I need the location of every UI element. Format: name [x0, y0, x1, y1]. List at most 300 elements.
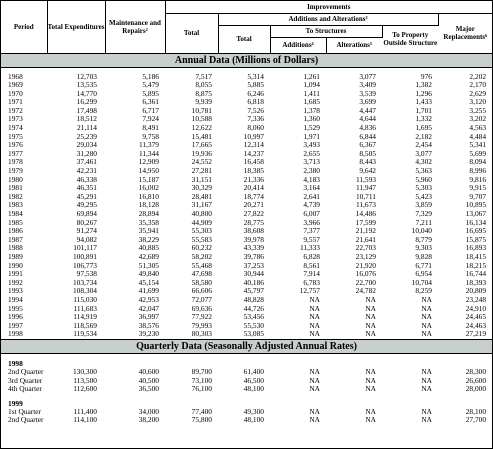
row-value-cell: 3,120: [469, 97, 487, 107]
row-value-cell: 12,909: [138, 157, 159, 167]
row-value-cell: 8,443: [359, 157, 376, 167]
row-value-cell: 37,461: [76, 157, 97, 167]
row-value-cell: 3,493: [303, 140, 320, 150]
row-value-cell: 44,726: [243, 303, 264, 313]
row-period-cell: 1977: [8, 148, 23, 158]
row-value-cell: 40,186: [243, 277, 264, 287]
row-value-cell: 12,703: [76, 71, 97, 81]
row-period-cell: 1993: [8, 286, 23, 296]
row-value-cell: 4,484: [469, 131, 487, 141]
row-value-cell: 2,454: [415, 140, 432, 150]
header-maintenance-repairs: Maintenance and Repairs²: [105, 1, 165, 53]
table-row: [1, 330, 492, 339]
row-value-cell: 16,076: [355, 269, 376, 279]
row-value-cell: 1,685: [303, 97, 320, 107]
row-value-cell: 100,891: [72, 251, 97, 261]
row-value-cell: 8,875: [195, 88, 212, 98]
row-value-cell: 2,170: [469, 80, 487, 90]
row-value-cell: 45,291: [76, 191, 97, 201]
row-value-cell: NA: [309, 375, 320, 385]
row-value-cell: 75,800: [191, 415, 212, 425]
row-value-cell: 5,699: [469, 148, 487, 158]
row-value-cell: 5,895: [142, 88, 159, 98]
row-period-cell: 1970: [8, 88, 23, 98]
row-value-cell: 112,600: [73, 384, 97, 394]
annual-data-body: [1, 53, 492, 339]
row-period-cell: 1982: [8, 191, 23, 201]
quarterly-year-label: 1998: [8, 358, 23, 368]
row-value-cell: 39,978: [243, 234, 264, 244]
row-value-cell: 7,517: [195, 71, 212, 81]
row-period-cell: 1975: [8, 131, 23, 141]
row-value-cell: 27,219: [465, 329, 487, 339]
row-value-cell: 42,689: [138, 251, 159, 261]
row-value-cell: 18,393: [465, 277, 487, 287]
row-value-cell: 6,954: [415, 269, 432, 279]
table-row: [1, 416, 492, 425]
row-value-cell: 41,699: [138, 286, 159, 296]
row-value-cell: NA: [365, 303, 376, 313]
row-value-cell: 28,894: [138, 209, 159, 218]
row-value-cell: 7,329: [415, 209, 432, 218]
row-value-cell: 9,557: [303, 234, 320, 244]
row-value-cell: 8,094: [469, 157, 487, 167]
row-value-cell: 114,919: [73, 312, 97, 322]
row-value-cell: 46,351: [76, 183, 97, 193]
row-value-cell: NA: [421, 303, 432, 313]
row-value-cell: 47,698: [191, 269, 212, 279]
row-value-cell: 18,128: [138, 200, 159, 210]
row-value-cell: 13,535: [76, 80, 97, 90]
row-value-cell: 114,100: [73, 415, 97, 425]
row-value-cell: 8,779: [415, 234, 432, 244]
row-value-cell: 49,840: [138, 269, 159, 279]
row-value-cell: 20,809: [465, 286, 487, 296]
row-value-cell: NA: [421, 375, 432, 385]
row-value-cell: 2,629: [469, 88, 487, 98]
row-value-cell: 66,606: [191, 286, 212, 296]
row-value-cell: 9,707: [469, 191, 487, 201]
row-value-cell: 6,844: [359, 131, 376, 141]
row-value-cell: 38,229: [138, 234, 159, 244]
row-value-cell: 4,183: [303, 174, 320, 184]
row-value-cell: NA: [309, 329, 320, 339]
row-value-cell: 60,232: [191, 243, 212, 253]
row-value-cell: 8,561: [303, 260, 320, 270]
row-value-cell: 111,400: [73, 406, 97, 416]
row-value-cell: 9,642: [359, 166, 376, 176]
row-value-cell: 46,500: [243, 375, 264, 385]
row-value-cell: 3,539: [359, 88, 376, 98]
row-value-cell: 8,505: [359, 148, 376, 158]
row-value-cell: 97,538: [76, 269, 97, 279]
row-value-cell: NA: [365, 415, 376, 425]
row-value-cell: NA: [421, 312, 432, 322]
row-period-cell: 4th Quarter: [8, 384, 42, 394]
row-value-cell: 6,246: [247, 88, 264, 98]
row-value-cell: 55,583: [191, 234, 212, 244]
row-period-cell: 1987: [8, 234, 23, 244]
row-value-cell: 36,997: [138, 312, 159, 322]
row-value-cell: 12,314: [243, 140, 264, 150]
row-value-cell: 22,703: [355, 243, 376, 253]
row-value-cell: 14,237: [243, 148, 264, 158]
row-value-cell: 27,822: [243, 209, 264, 218]
row-period-cell: 1989: [8, 251, 23, 261]
row-period-cell: 1980: [8, 174, 23, 184]
row-value-cell: 11,379: [138, 140, 159, 150]
row-value-cell: 40,885: [138, 243, 159, 253]
row-value-cell: 4,302: [415, 157, 432, 167]
row-value-cell: 2,655: [303, 148, 320, 158]
row-value-cell: 3,859: [415, 200, 432, 210]
row-period-cell: 1994: [8, 294, 23, 304]
row-value-cell: 17,665: [191, 140, 212, 150]
row-value-cell: 3,255: [469, 105, 487, 115]
row-period-cell: 1973: [8, 114, 23, 124]
row-value-cell: NA: [309, 366, 320, 376]
row-value-cell: 16,134: [465, 217, 487, 227]
row-value-cell: 2,380: [303, 166, 320, 176]
row-value-cell: 101,117: [73, 243, 97, 253]
row-value-cell: 20,271: [243, 200, 264, 210]
row-value-cell: 14,950: [138, 166, 159, 176]
row-value-cell: 28,481: [191, 191, 212, 201]
row-value-cell: 77,400: [191, 406, 212, 416]
row-value-cell: 28,000: [465, 384, 487, 394]
quarterly-data-body: [1, 339, 492, 424]
expenditures-table: [1, 1, 492, 425]
row-period-cell: 1969: [8, 80, 23, 90]
row-value-cell: 18,774: [243, 191, 264, 201]
row-value-cell: 53,085: [243, 329, 264, 339]
row-value-cell: 19,936: [191, 148, 212, 158]
row-value-cell: 55,530: [243, 320, 264, 330]
row-value-cell: 9,758: [142, 131, 159, 141]
row-value-cell: 58,580: [191, 277, 212, 287]
row-value-cell: 7,914: [303, 269, 320, 279]
row-value-cell: 34,000: [138, 406, 159, 416]
row-value-cell: 48,100: [243, 384, 264, 394]
row-value-cell: 24,910: [465, 303, 487, 313]
row-value-cell: 11,947: [355, 183, 376, 193]
header-major-replacements: Major Replacements⁶: [438, 13, 492, 53]
row-value-cell: 94,082: [76, 234, 97, 244]
row-value-cell: 35,941: [138, 226, 159, 236]
row-value-cell: 4,563: [469, 123, 487, 133]
row-value-cell: 79,993: [191, 320, 212, 330]
row-value-cell: 27,700: [465, 415, 487, 425]
row-value-cell: 11,344: [138, 148, 159, 158]
row-period-cell: 1984: [8, 209, 23, 218]
row-value-cell: 6,361: [142, 97, 159, 107]
row-value-cell: 26,600: [465, 375, 487, 385]
row-value-cell: 69,894: [76, 209, 97, 218]
row-value-cell: 3,713: [303, 157, 320, 167]
row-period-cell: 1996: [8, 312, 23, 322]
row-value-cell: 72,077: [191, 294, 212, 304]
row-value-cell: 106,773: [72, 260, 97, 270]
row-value-cell: 38,200: [138, 415, 159, 425]
row-value-cell: 77,922: [191, 312, 212, 322]
row-value-cell: 27,281: [191, 166, 212, 176]
row-value-cell: 80,303: [191, 329, 212, 339]
row-value-cell: NA: [309, 320, 320, 330]
row-value-cell: 55,468: [191, 260, 212, 270]
row-value-cell: 53,456: [243, 312, 264, 322]
row-value-cell: 5,314: [247, 71, 264, 81]
row-value-cell: 30,329: [191, 183, 212, 193]
header-improvements-total: Total: [165, 13, 218, 53]
row-value-cell: 17,599: [355, 217, 376, 227]
row-value-cell: NA: [309, 312, 320, 322]
row-value-cell: 4,447: [359, 105, 376, 115]
row-value-cell: 12,622: [191, 123, 212, 133]
row-value-cell: 6,367: [359, 140, 376, 150]
row-value-cell: NA: [421, 294, 432, 304]
header-period: Period: [1, 1, 47, 53]
row-value-cell: 45,797: [243, 286, 264, 296]
row-value-cell: 39,786: [243, 251, 264, 261]
row-value-cell: 4,644: [359, 114, 376, 124]
row-value-cell: 23,129: [355, 251, 376, 261]
row-value-cell: NA: [421, 329, 432, 339]
row-value-cell: 8,055: [195, 80, 212, 90]
row-value-cell: 976: [420, 71, 432, 81]
row-value-cell: 16,810: [138, 191, 159, 201]
header-to-structures: To Structures: [270, 25, 382, 37]
row-value-cell: 3,164: [303, 183, 320, 193]
row-period-cell: 2nd Quarter: [8, 415, 44, 425]
row-value-cell: 6,717: [142, 105, 159, 115]
row-value-cell: 24,463: [465, 320, 487, 330]
row-value-cell: 61,400: [243, 366, 264, 376]
row-value-cell: 55,303: [191, 226, 212, 236]
row-value-cell: NA: [309, 415, 320, 425]
row-value-cell: 13,067: [465, 209, 487, 218]
row-value-cell: 4,836: [359, 123, 376, 133]
row-value-cell: 15,481: [191, 131, 212, 141]
row-value-cell: 49,300: [243, 406, 264, 416]
row-value-cell: 9,939: [195, 97, 212, 107]
row-value-cell: 3,699: [359, 97, 376, 107]
row-value-cell: 5,363: [415, 166, 432, 176]
row-value-cell: 5,341: [469, 140, 487, 150]
row-value-cell: 28,775: [243, 217, 264, 227]
row-value-cell: 44,909: [191, 217, 212, 227]
row-value-cell: 58,202: [191, 251, 212, 261]
row-value-cell: 31,151: [191, 174, 212, 184]
row-value-cell: 11,673: [355, 200, 376, 210]
row-value-cell: 9,303: [415, 243, 432, 253]
row-period-cell: 1976: [8, 140, 23, 150]
row-value-cell: 2,202: [469, 71, 487, 81]
row-value-cell: 48,100: [243, 415, 264, 425]
header-total-expenditures: Total Expenditures: [47, 1, 105, 53]
row-value-cell: NA: [421, 384, 432, 394]
row-value-cell: 8,996: [469, 166, 487, 176]
row-value-cell: 1,296: [415, 88, 432, 98]
row-period-cell: 1983: [8, 200, 23, 210]
row-value-cell: 10,997: [243, 131, 264, 141]
row-value-cell: 18,385: [243, 166, 264, 176]
row-value-cell: 73,100: [191, 375, 212, 385]
row-value-cell: 21,920: [355, 260, 376, 270]
row-period-cell: 1995: [8, 303, 23, 313]
row-value-cell: 1,360: [303, 114, 320, 124]
row-value-cell: 5,479: [142, 80, 159, 90]
row-value-cell: 7,377: [303, 226, 320, 236]
row-value-cell: 42,953: [138, 294, 159, 304]
row-value-cell: 1,261: [303, 71, 320, 81]
row-value-cell: 7,924: [142, 114, 159, 124]
section-quarterly-title: Quarterly Data (Seasonally Adjusted Annual Rates): [1, 339, 492, 353]
row-value-cell: 35,358: [138, 217, 159, 227]
row-value-cell: 16,744: [465, 269, 487, 279]
row-value-cell: 2,641: [303, 191, 320, 201]
row-value-cell: 21,192: [355, 226, 376, 236]
row-value-cell: 14,486: [355, 209, 376, 218]
row-value-cell: 9,816: [469, 174, 487, 184]
row-value-cell: 10,895: [465, 200, 487, 210]
row-value-cell: 11,333: [299, 243, 320, 253]
row-value-cell: 6,783: [303, 277, 320, 287]
row-value-cell: NA: [309, 406, 320, 416]
row-value-cell: 31,167: [191, 200, 212, 210]
row-value-cell: 7,211: [415, 217, 432, 227]
row-value-cell: 15,187: [138, 174, 159, 184]
row-value-cell: 8,060: [247, 123, 264, 133]
row-value-cell: 80,267: [76, 217, 97, 227]
row-value-cell: 38,608: [243, 226, 264, 236]
row-value-cell: 1,971: [303, 131, 320, 141]
header-alterations: Alterations⁵: [326, 37, 382, 53]
row-value-cell: 10,781: [191, 105, 212, 115]
row-value-cell: 40,800: [191, 209, 212, 218]
row-value-cell: 5,423: [415, 191, 432, 201]
row-value-cell: 1,411: [303, 88, 320, 98]
row-value-cell: 18,215: [465, 260, 487, 270]
header-improvements: Improvements: [165, 1, 492, 13]
row-value-cell: 24,782: [355, 286, 376, 296]
row-value-cell: 10,588: [191, 114, 212, 124]
row-value-cell: 3,077: [415, 148, 432, 158]
row-value-cell: 18,415: [465, 251, 487, 261]
row-value-cell: 16,458: [243, 157, 264, 167]
row-value-cell: 7,526: [247, 105, 264, 115]
row-period-cell: 1972: [8, 105, 23, 115]
row-value-cell: 8,491: [142, 123, 159, 133]
section-annual-title: Annual Data (Millions of Dollars): [1, 53, 492, 67]
row-period-cell: 2nd Quarter: [8, 366, 44, 376]
row-value-cell: 23,248: [465, 294, 487, 304]
row-value-cell: 10,711: [355, 191, 376, 201]
row-value-cell: 76,100: [191, 384, 212, 394]
row-value-cell: 12,757: [299, 286, 320, 296]
row-period-cell: 1978: [8, 157, 23, 167]
row-period-cell: 1979: [8, 166, 23, 176]
row-value-cell: 115,030: [73, 294, 97, 304]
row-value-cell: NA: [365, 366, 376, 376]
row-value-cell: 2,182: [415, 131, 432, 141]
row-value-cell: 130,300: [72, 366, 97, 376]
row-value-cell: NA: [365, 406, 376, 416]
table-row: [1, 385, 492, 394]
row-value-cell: 39,230: [138, 329, 159, 339]
row-value-cell: 46,338: [76, 174, 97, 184]
row-value-cell: 69,636: [191, 303, 212, 313]
row-value-cell: NA: [421, 366, 432, 376]
quarterly-year-label: 1999: [8, 398, 23, 408]
row-period-cell: 1990: [8, 260, 23, 270]
row-value-cell: 24,552: [191, 157, 212, 167]
row-value-cell: 9,915: [469, 183, 487, 193]
row-value-cell: 22,700: [355, 277, 376, 287]
row-value-cell: 6,828: [303, 251, 320, 261]
row-value-cell: NA: [309, 294, 320, 304]
row-value-cell: 1,378: [303, 105, 320, 115]
header-to-property-outside: To Property Outside Structure: [382, 25, 438, 53]
row-value-cell: 108,304: [72, 286, 97, 296]
row-value-cell: 15,875: [465, 234, 487, 244]
row-value-cell: 6,007: [303, 209, 320, 218]
row-value-cell: 17,498: [76, 105, 97, 115]
row-value-cell: 36,500: [138, 384, 159, 394]
row-value-cell: 5,303: [415, 183, 432, 193]
row-period-cell: 1992: [8, 277, 23, 287]
row-period-cell: 1981: [8, 183, 23, 193]
row-value-cell: 18,512: [76, 114, 97, 124]
row-value-cell: 1,382: [415, 80, 432, 90]
header-additions: Additions⁴: [270, 37, 326, 53]
header-additions-alterations: Additions and Alterations³: [218, 13, 438, 25]
row-value-cell: 24,465: [465, 312, 487, 322]
row-value-cell: NA: [309, 384, 320, 394]
row-value-cell: 31,280: [76, 148, 97, 158]
row-value-cell: NA: [365, 294, 376, 304]
row-value-cell: 11,593: [355, 174, 376, 184]
row-value-cell: 16,002: [138, 183, 159, 193]
row-value-cell: 28,100: [465, 406, 487, 416]
row-value-cell: 40,500: [138, 375, 159, 385]
row-value-cell: 45,154: [138, 277, 159, 287]
row-value-cell: 16,893: [465, 243, 487, 253]
row-value-cell: 42,231: [76, 166, 97, 176]
row-value-cell: 1,433: [415, 97, 432, 107]
row-value-cell: 5,960: [415, 174, 432, 184]
row-value-cell: 38,576: [138, 320, 159, 330]
row-value-cell: 40,600: [138, 366, 159, 376]
row-value-cell: NA: [421, 415, 432, 425]
row-value-cell: 1,701: [415, 105, 432, 115]
row-value-cell: NA: [365, 375, 376, 385]
row-value-cell: 113,500: [73, 375, 97, 385]
header-aa-total: Total: [218, 25, 270, 53]
row-value-cell: NA: [365, 320, 376, 330]
row-period-cell: 1998: [8, 329, 23, 339]
row-value-cell: 119,534: [73, 329, 97, 339]
row-value-cell: 5,885: [247, 80, 264, 90]
row-period-cell: 3rd Quarter: [8, 375, 43, 385]
row-value-cell: 30,944: [243, 269, 264, 279]
row-value-cell: NA: [421, 406, 432, 416]
row-value-cell: 3,966: [303, 217, 320, 227]
row-value-cell: 7,336: [247, 114, 264, 124]
row-value-cell: 4,739: [303, 200, 320, 210]
row-value-cell: 42,047: [138, 303, 159, 313]
row-value-cell: 8,259: [415, 286, 432, 296]
row-value-cell: 21,114: [76, 123, 97, 133]
